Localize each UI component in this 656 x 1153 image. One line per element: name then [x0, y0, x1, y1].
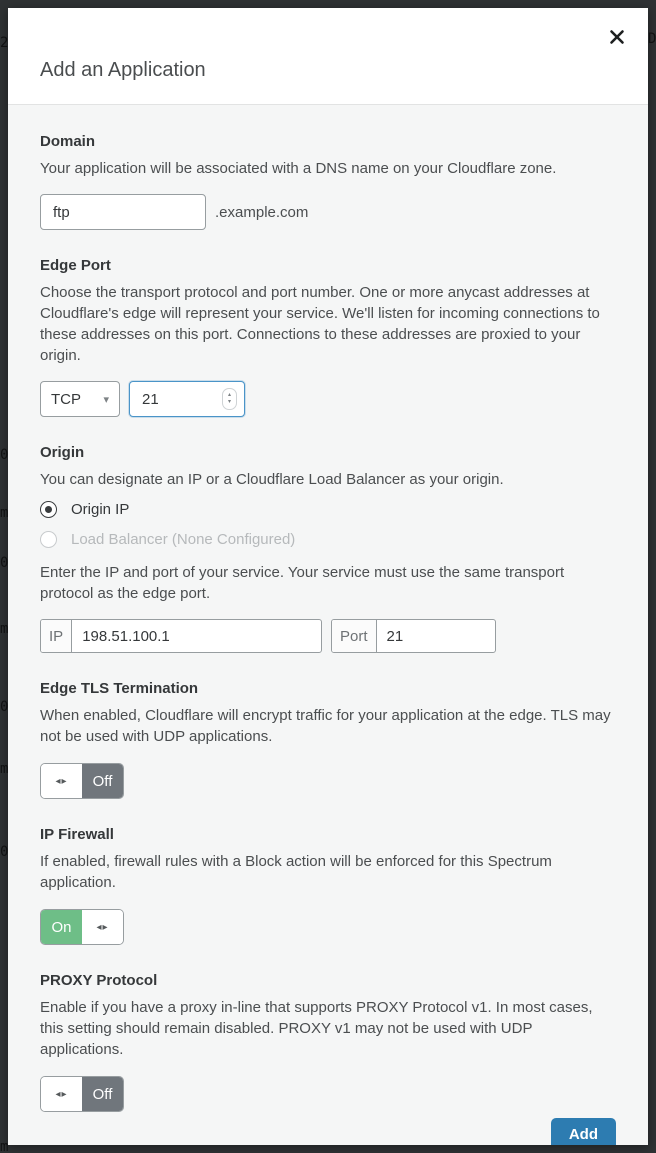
section-ip-firewall — [40, 826, 616, 945]
spinner-up-icon: ▴ — [227, 392, 231, 398]
domain-row — [40, 194, 616, 230]
protocol-select-value: TCP — [51, 390, 81, 408]
edge-tls-description: When enabled, Cloudflare will encrypt traffic for your application at the edge. TLS may not be used with UDP applications. — [40, 707, 611, 745]
edge-port-row — [40, 381, 616, 417]
modal-title: Add an Application — [40, 59, 206, 82]
backdrop-fragment: 2 — [0, 35, 8, 51]
backdrop-fragment: m — [0, 1139, 8, 1153]
toggle-knob — [41, 764, 82, 798]
edge-port-description: Choose the transport protocol and port number. One or more anycast addresses at Cloudflare's edge will represent your service. We'll listen for incoming connections to these addresses on this port. Connections to these addresses are proxied to your origin. — [40, 284, 600, 364]
origin-ip-group — [40, 619, 322, 653]
backdrop-fragment: m — [0, 621, 8, 637]
modal-header — [8, 8, 648, 105]
edge-port-input-wrap — [129, 381, 245, 417]
ip-firewall-state-label: On — [51, 918, 72, 936]
radio-origin-ip[interactable] — [40, 498, 616, 520]
radio-load-balancer-label: Load Balancer (None Configured) — [71, 530, 296, 548]
origin-ip-port-row — [40, 619, 616, 653]
toggle-arrows-icon: ◂▸ — [55, 1088, 68, 1100]
toggle-arrows-icon: ◂▸ — [96, 921, 109, 933]
backdrop-fragment: 0 — [0, 844, 8, 860]
backdrop-fragment: 0 — [0, 699, 8, 715]
backdrop-fragment: D — [648, 31, 656, 47]
domain-suffix: .example.com — [215, 203, 309, 221]
radio-load-balancer — [40, 528, 616, 550]
domain-description: Your application will be associated with a DNS name on your Cloudflare zone. — [40, 160, 557, 177]
toggle-arrows-icon: ◂▸ — [55, 775, 68, 787]
proxy-protocol-toggle[interactable] — [40, 1076, 124, 1112]
ip-firewall-label: IP Firewall — [40, 826, 114, 843]
close-x-glyph — [609, 29, 625, 45]
edge-tls-label: Edge TLS Termination — [40, 680, 199, 697]
proxy-protocol-state-label: Off — [92, 1085, 113, 1103]
backdrop-right-strip — [648, 0, 656, 1153]
radio-origin-ip-label: Origin IP — [71, 500, 130, 518]
backdrop-left-strip — [0, 0, 8, 1153]
section-edge-port — [40, 257, 616, 417]
close-icon[interactable] — [606, 26, 628, 48]
add-button[interactable]: Add — [551, 1118, 616, 1145]
number-spinner[interactable] — [222, 388, 237, 410]
backdrop-fragment: m — [0, 761, 8, 777]
edge-tls-toggle[interactable] — [40, 763, 124, 799]
edge-tls-state-label: Off — [92, 772, 113, 790]
spinner-down-icon: ▾ — [227, 399, 231, 405]
proxy-protocol-label: PROXY Protocol — [40, 972, 158, 989]
protocol-select[interactable] — [40, 381, 120, 417]
origin-ip-input[interactable] — [72, 620, 312, 652]
toggle-state — [82, 764, 123, 798]
modal-footer — [40, 1118, 616, 1145]
origin-port-input[interactable] — [377, 620, 492, 652]
origin-label: Origin — [40, 444, 85, 461]
toggle-knob — [82, 910, 123, 944]
origin-ip-prefix: IP — [41, 620, 72, 652]
radio-selected-icon — [40, 501, 57, 518]
section-origin — [40, 444, 616, 653]
toggle-state — [82, 1077, 123, 1111]
domain-label: Domain — [40, 133, 96, 150]
domain-input[interactable] — [40, 194, 206, 230]
origin-description: You can designate an IP or a Cloudflare Load Balancer as your origin. — [40, 471, 504, 488]
ip-firewall-description: If enabled, firewall rules with a Block action will be enforced for this Spectrum application. — [40, 853, 552, 891]
edge-port-label: Edge Port — [40, 257, 111, 274]
section-edge-tls — [40, 680, 616, 799]
toggle-state — [41, 910, 82, 944]
modal-body — [8, 105, 648, 1145]
add-application-modal — [8, 8, 648, 1145]
origin-instructions: Enter the IP and port of your service. Your service must use the same transport protocol as the edge port. — [40, 564, 565, 602]
ip-firewall-toggle[interactable] — [40, 909, 124, 945]
proxy-protocol-description: Enable if you have a proxy in-line that supports PROXY Protocol v1. In most cases, this setting should remain disabled. PROXY v1 may not be used with UDP applications. — [40, 999, 593, 1058]
origin-port-group — [331, 619, 496, 653]
backdrop-fragment: 0 — [0, 447, 8, 463]
backdrop-fragment: 0 — [0, 555, 8, 571]
radio-disabled-icon — [40, 531, 57, 548]
section-domain — [40, 133, 616, 230]
section-proxy-protocol — [40, 972, 616, 1112]
backdrop-fragment: m — [0, 505, 8, 521]
origin-port-prefix: Port — [332, 620, 377, 652]
chevron-down-icon: ▾ — [103, 393, 109, 406]
toggle-knob — [41, 1077, 82, 1111]
